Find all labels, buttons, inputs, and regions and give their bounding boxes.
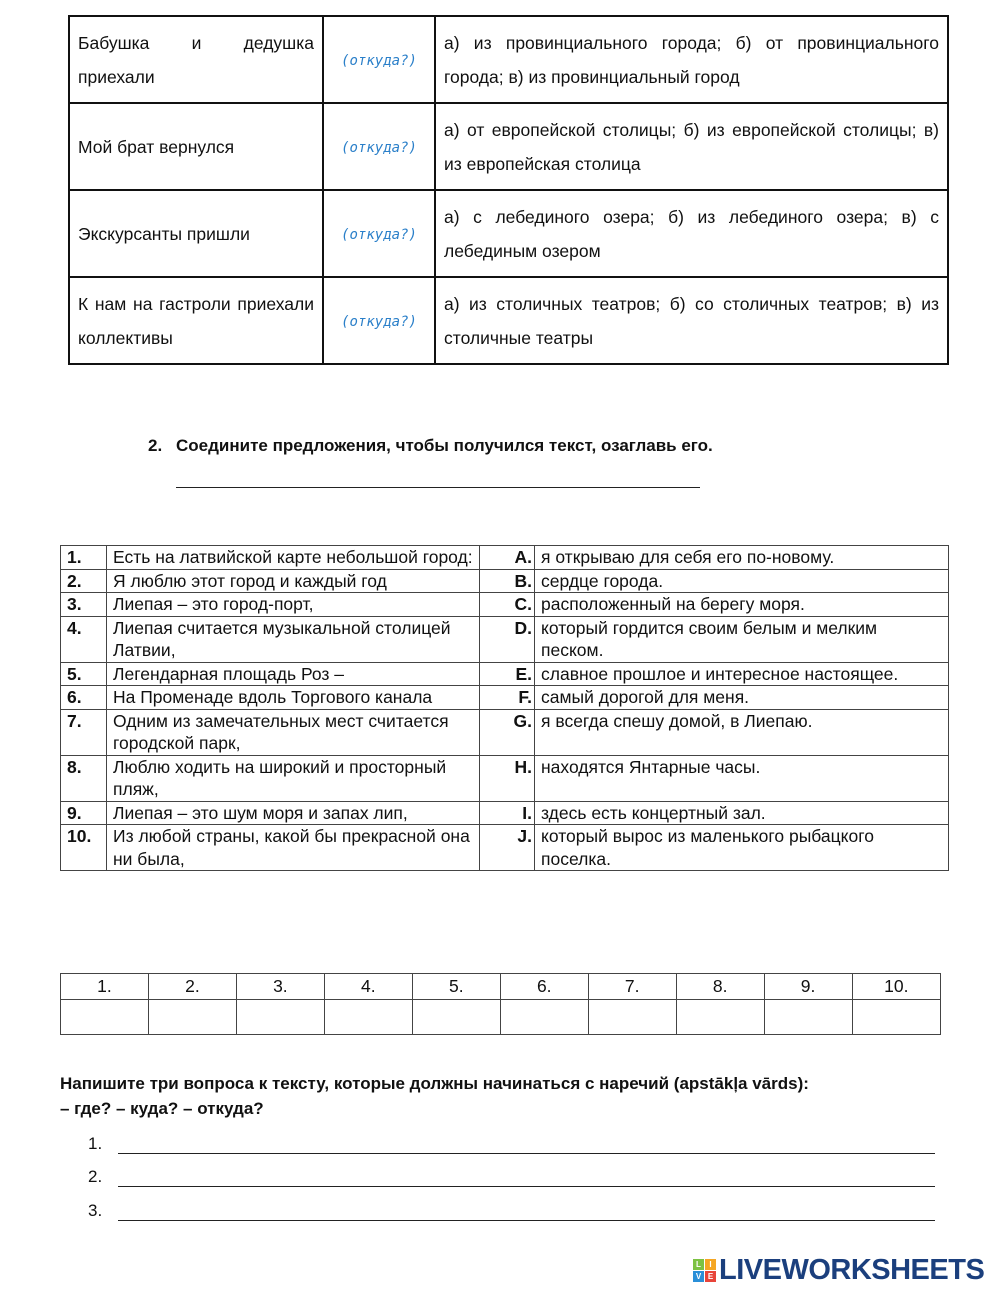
sentence-start: Люблю ходить на широкий и просторный пляж, [107,755,480,801]
sentence-start: К нам на гастроли приехали коллективы [69,277,323,364]
sentence-end: расположенный на берегу моря. [535,593,949,617]
sentence-letter: B. [480,569,535,593]
grid-answer-input[interactable] [852,1000,940,1035]
title-input-line[interactable] [176,487,700,488]
sentence-end: находятся Янтарные часы. [535,755,949,801]
answer-dropdown[interactable] [323,16,435,103]
answer-grid [60,973,941,1035]
table-row [69,16,948,103]
sentence-end: я открываю для себя его по-новому. [535,546,949,570]
question-input-line-1[interactable] [118,1135,935,1154]
sentence-number: 8. [61,755,107,801]
question-number: 1. [88,1134,103,1153]
answer-options: а) из провинциального города; б) от провинциального города; в) из провинциальный город [435,16,948,103]
answer-placeholder[interactable]: (откуда?) [341,52,417,69]
sentence-letter: I. [480,801,535,825]
answer-dropdown[interactable] [323,103,435,190]
question-input-line-2[interactable] [118,1168,935,1187]
sentence-letter: J. [480,825,535,871]
grid-answer-input[interactable] [500,1000,588,1035]
grid-answer-input[interactable] [61,1000,149,1035]
sentence-number: 7. [61,709,107,755]
liveworksheets-logo: L I V E LIVEWORKSHEETS [693,1254,984,1287]
table-row [69,190,948,277]
question-number: 3. [88,1201,103,1220]
grid-answer-input[interactable] [236,1000,324,1035]
sentence-start: Я люблю этот город и каждый год [107,569,480,593]
sentence-end: который гордится своим белым и мелким песком. [535,616,949,662]
sentence-number: 10. [61,825,107,871]
table-row [61,755,949,801]
sentence-number: 9. [61,801,107,825]
sentence-start: Лиепая – это шум моря и запах лип, [107,801,480,825]
grid-answer-input[interactable] [588,1000,676,1035]
answer-placeholder[interactable]: (откуда?) [341,313,417,330]
sentence-number: 4. [61,616,107,662]
question-number: 2. [88,1167,103,1186]
grid-answer-input[interactable] [148,1000,236,1035]
table-row [61,593,949,617]
sentence-start: Лиепая считается музыкальной столицей Латвии, [107,616,480,662]
table-row [61,546,949,570]
adverb-table [68,15,949,365]
table-row [61,662,949,686]
sentence-letter: H. [480,755,535,801]
sentence-end: я всегда спешу домой, в Лиепаю. [535,709,949,755]
sentence-start: Экскурсанты пришли [69,190,323,277]
sentence-letter: A. [480,546,535,570]
grid-header: 5. [412,974,500,1000]
answer-options: а) из столичных театров; б) со столичных театров; в) из столичные театры [435,277,948,364]
answer-placeholder[interactable]: (откуда?) [341,226,417,243]
grid-header: 3. [236,974,324,1000]
logo-blocks-icon: L I V E [693,1259,716,1282]
sentence-end: славное прошлое и интересное настоящее. [535,662,949,686]
sentence-letter: D. [480,616,535,662]
grid-header: 9. [764,974,852,1000]
sentence-end: сердце города. [535,569,949,593]
answer-options: а) с лебединого озера; б) из лебединого озера; в) с лебединым озером [435,190,948,277]
answer-placeholder[interactable]: (откуда?) [341,139,417,156]
grid-answer-input[interactable] [676,1000,764,1035]
answer-dropdown[interactable] [323,277,435,364]
grid-header: 6. [500,974,588,1000]
grid-answer-input[interactable] [412,1000,500,1035]
sentence-start: Одним из замечательных мест считается городской парк, [107,709,480,755]
task2-heading: 2. Соедините предложения, чтобы получился текст, озаглавь его. [148,436,713,455]
table-row [61,825,949,871]
sentence-start: Легендарная площадь Роз – [107,662,480,686]
sentence-end: который вырос из маленького рыбацкого поселка. [535,825,949,871]
sentence-start: Из любой страны, какой бы прекрасной она ни была, [107,825,480,871]
sentence-letter: F. [480,686,535,710]
sentence-start: Есть на латвийской карте небольшой город: [107,546,480,570]
table-row [69,103,948,190]
question-input-line-3[interactable] [118,1202,935,1221]
sentence-number: 6. [61,686,107,710]
sentence-start: Бабушка и дедушка приехали [69,16,323,103]
matching-table [60,545,949,871]
sentence-number: 1. [61,546,107,570]
grid-header: 1. [61,974,149,1000]
table-row [61,709,949,755]
grid-header: 2. [148,974,236,1000]
table-row [61,616,949,662]
sentence-letter: E. [480,662,535,686]
answer-options: а) от европейской столицы; б) из европейской столицы; в) из европейская столица [435,103,948,190]
sentence-letter: G. [480,709,535,755]
table-row [61,569,949,593]
sentence-number: 5. [61,662,107,686]
grid-header: 10. [852,974,940,1000]
sentence-start: Лиепая – это город-порт, [107,593,480,617]
grid-header: 4. [324,974,412,1000]
sentence-number: 2. [61,569,107,593]
table-row [69,277,948,364]
sentence-start: На Променаде вдоль Торгового канала [107,686,480,710]
sentence-start: Мой брат вернулся [69,103,323,190]
sentence-number: 3. [61,593,107,617]
grid-answer-input[interactable] [764,1000,852,1035]
sentence-end: самый дорогой для меня. [535,686,949,710]
sentence-end: здесь есть концертный зал. [535,801,949,825]
grid-answer-input[interactable] [324,1000,412,1035]
task3-prompt: Напишите три вопроса к тексту, которые должны начинаться с наречий (apstākļa vārds): – где? – куда? – откуда? [60,1074,809,1118]
answer-dropdown[interactable] [323,190,435,277]
sentence-letter: C. [480,593,535,617]
table-row [61,686,949,710]
grid-header: 8. [676,974,764,1000]
grid-header: 7. [588,974,676,1000]
table-row [61,801,949,825]
